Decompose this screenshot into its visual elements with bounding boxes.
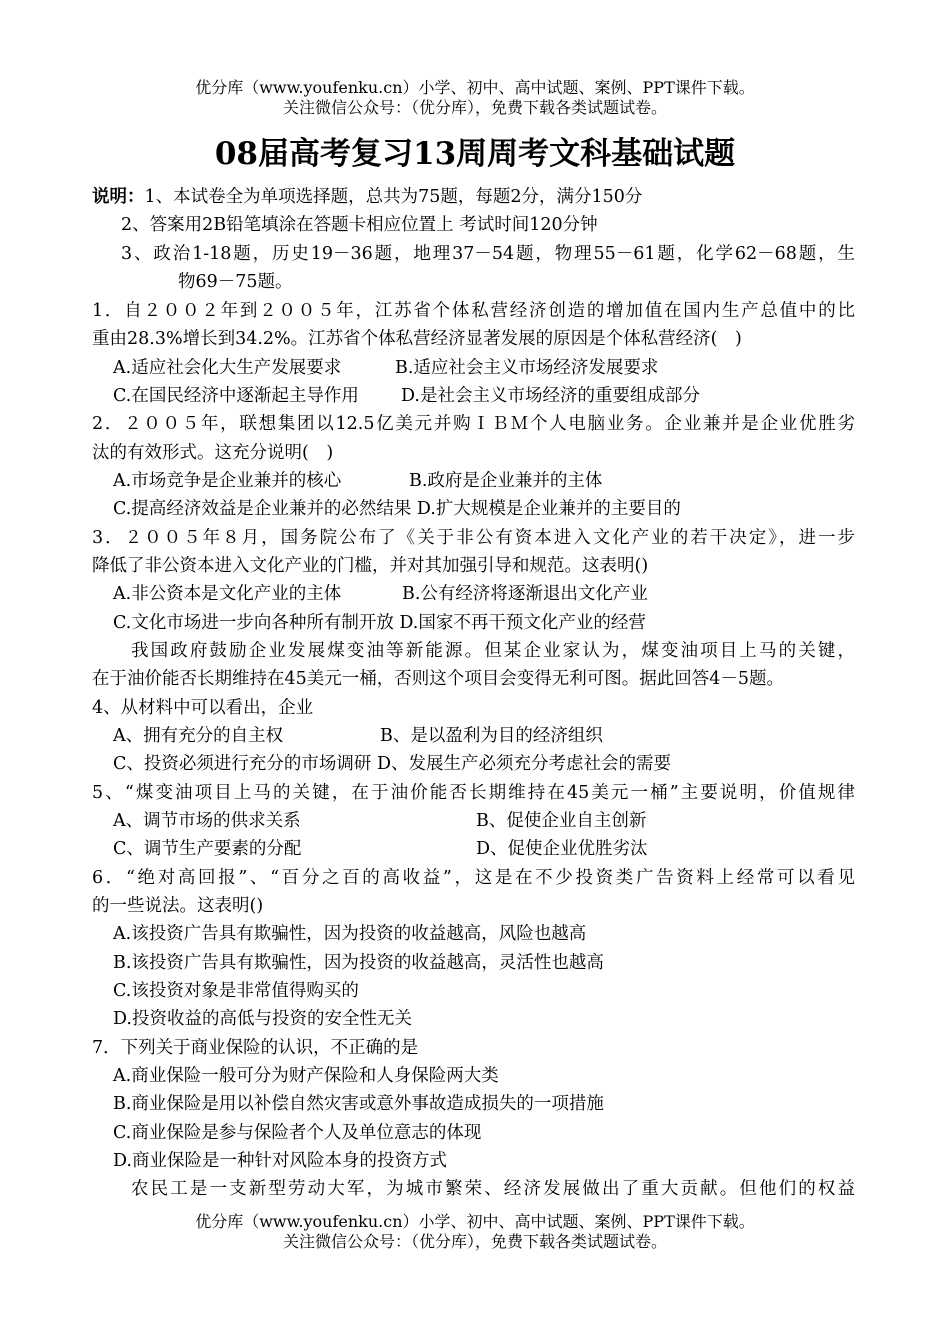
header-line-2: 关注微信公众号：（优分库），免费下载各类试题试卷。: [282, 98, 667, 117]
q6-option-d: D.投资收益的高低与投资的安全性无关: [113, 1009, 412, 1029]
passage-2-line-1: 农民工是一支新型劳动大军，为城市繁荣、经济发展做出了重大贡献。但他们的权益: [131, 1179, 855, 1199]
instructions-line-1: [92, 185, 642, 209]
q6-stem-line-1: 6．“绝对高回报”、“百分之百的高收益”，这是在不少投资类广告资料上经常可以看见: [92, 868, 855, 888]
q3-stem-line-2: 降低了非公资本进入文化产业的门槛，并对其加强引导和规范。这表明(): [92, 556, 649, 576]
q4-option-b: B、是以盈利为目的经济组织: [380, 726, 603, 746]
q1-stem-line-2: 重由28.3%增长到34.2%。江苏省个体私营经济显著发展的原因是个体私营经济( ): [92, 329, 742, 349]
q2-option-b: B.政府是企业兼并的主体: [409, 471, 603, 491]
q7-option-a: A.商业保险一般可分为财产保险和人身保险两大类: [113, 1066, 499, 1086]
q4-option-cd: C、投资必须进行充分的市场调研 D、发展生产必须充分考虑社会的需要: [113, 754, 671, 774]
q7-stem: 7．下列关于商业保险的认识，不正确的是: [92, 1038, 419, 1058]
q5-option-d: D、促使企业优胜劣汰: [476, 839, 648, 859]
footer-line-2: 关注微信公众号：（优分库），免费下载各类试题试卷。: [282, 1232, 667, 1251]
q2-option-a: A.市场竞争是企业兼并的核心: [113, 471, 342, 491]
q3-option-b: B.公有经济将逐渐退出文化产业: [402, 584, 648, 604]
page-title: 08届高考复习13周周考文科基础试题: [214, 136, 736, 172]
q7-option-d: D.商业保险是一种针对风险本身的投资方式: [113, 1151, 447, 1171]
q3-stem-line-1: 3．２００５年８月，国务院公布了《关于非公有资本进入文化产业的若干决定》，进一步: [92, 528, 855, 548]
q1-option-b: B.适应社会主义市场经济发展要求: [395, 358, 659, 378]
q1-stem-line-1: 1．自２００２年到２００５年，江苏省个体私营经济创造的增加值在国内生产总值中的比: [92, 301, 855, 321]
q1-option-c: C.在国民经济中逐渐起主导作用: [113, 386, 359, 406]
instruction-item-3: 3、政治1-18题，历史19－36题，地理37－54题，物理55－61题，化学62－68题，生: [121, 244, 855, 264]
passage-1-line-2: 在于油价能否长期维持在45美元一桶，否则这个项目会变得无利可图。据此回答4－5题。: [92, 669, 785, 689]
instruction-item-3-cont: 物69－75题。: [178, 272, 293, 292]
q3-option-cd: C.文化市场进一步向各种所有制开放 D.国家不再干预文化产业的经营: [113, 613, 646, 633]
q1-option-a: A.适应社会化大生产发展要求: [113, 358, 342, 378]
q6-stem-line-2: 的一些说法。这表明(): [92, 896, 264, 916]
q2-stem-line-1: 2．２００５年，联想集团以12.5亿美元并购ＩＢＭ个人电脑业务。企业兼并是企业优胜劣: [92, 414, 855, 434]
q6-option-c: C.该投资对象是非常值得购买的: [113, 981, 359, 1001]
q3-option-a: A.非公资本是文化产业的主体: [113, 584, 342, 604]
q5-option-a: A、调节市场的供求关系: [113, 811, 301, 831]
q7-option-b: B.商业保险是用以补偿自然灾害或意外事故造成损失的一项措施: [113, 1094, 604, 1114]
q4-option-a: A、拥有充分的自主权: [113, 726, 284, 746]
q2-stem-line-2: 汰的有效形式。这充分说明( ): [92, 443, 334, 463]
instruction-item-2: 2、答案用2B铅笔填涂在答题卡相应位置上 考试时间120分钟: [121, 215, 598, 235]
instruction-item-1: 1、本试卷全为单项选择题，总共为75题，每题2分，满分150分: [144, 187, 643, 207]
footer-line-1: 优分库（www.youfenku.cn）小学、初中、高中试题、案例、PPT课件下载。: [195, 1212, 755, 1231]
header-line-1: 优分库（www.youfenku.cn）小学、初中、高中试题、案例、PPT课件下载。: [195, 78, 755, 97]
q1-option-d: D.是社会主义市场经济的重要组成部分: [401, 386, 700, 406]
q5-stem: 5、“煤变油项目上马的关键，在于油价能否长期维持在45美元一桶”主要说明，价值规律: [92, 783, 855, 803]
q6-option-b: B.该投资广告具有欺骗性，因为投资的收益越高，灵活性也越高: [113, 953, 604, 973]
instructions-label: 说明：: [92, 187, 145, 207]
q4-stem: 4、从材料中可以看出，企业: [92, 698, 314, 718]
q5-option-c: C、调节生产要素的分配: [113, 839, 302, 859]
passage-1-line-1: 我国政府鼓励企业发展煤变油等新能源。但某企业家认为，煤变油项目上马的关键，: [131, 641, 855, 661]
q6-option-a: A.该投资广告具有欺骗性，因为投资的收益越高，风险也越高: [113, 924, 587, 944]
q5-option-b: B、促使企业自主创新: [476, 811, 647, 831]
q7-option-c: C.商业保险是参与保险者个人及单位意志的体现: [113, 1123, 482, 1143]
q2-option-cd: C.提高经济效益是企业兼并的必然结果 D.扩大规模是企业兼并的主要目的: [113, 499, 681, 519]
